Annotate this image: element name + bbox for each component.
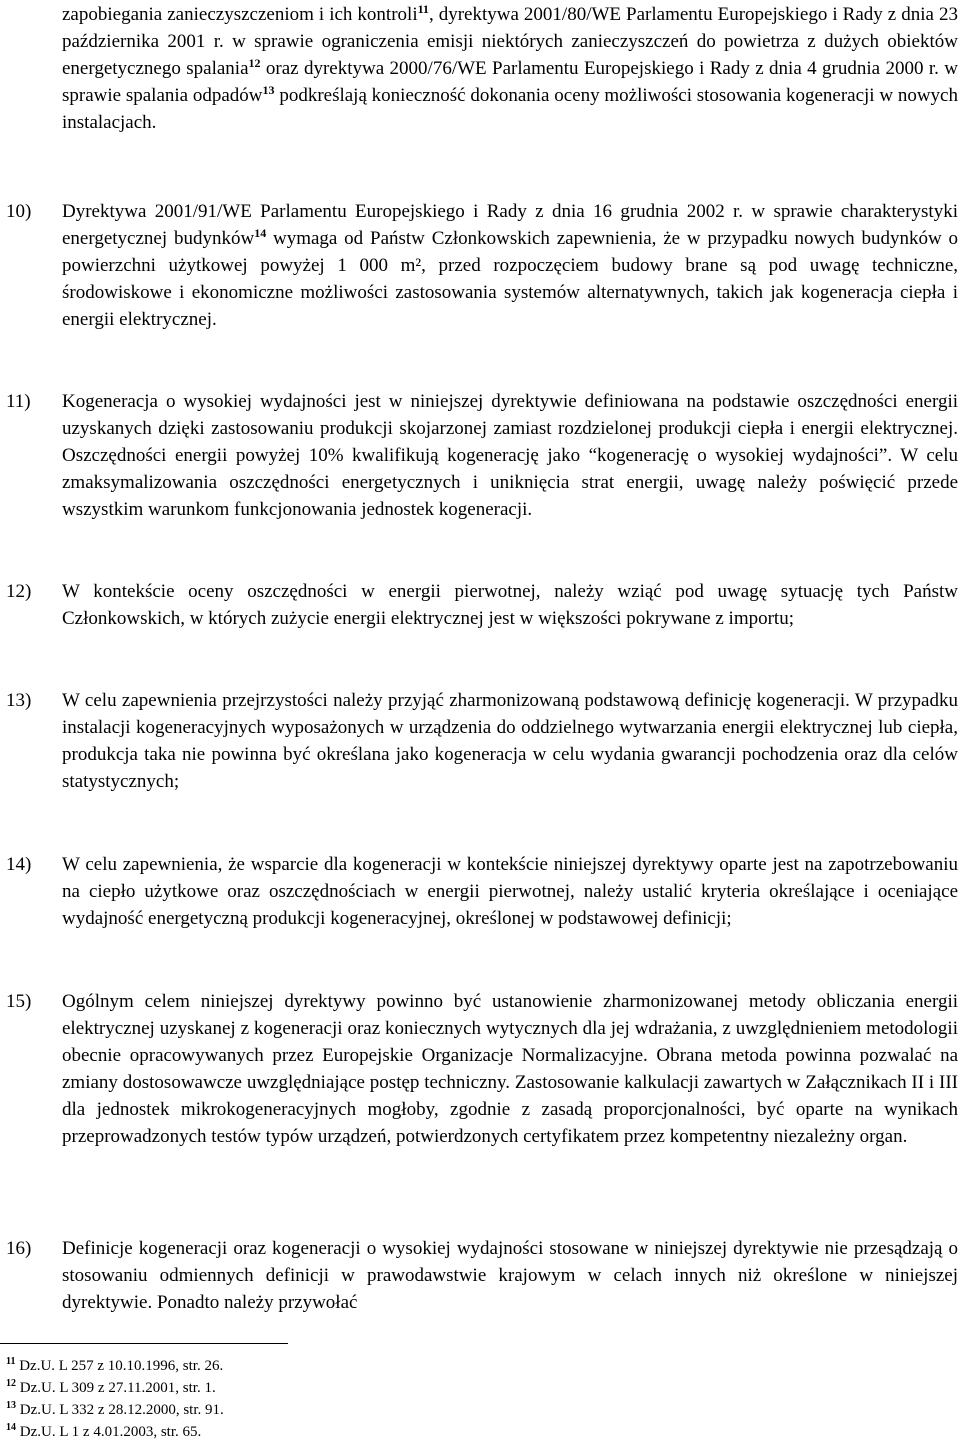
- footnote-ref-13[interactable]: 13: [262, 83, 275, 97]
- intro-text-2: , dyrektywa 2001/80/WE Parlamentu Europejskiego i Rady z dnia 23 października 2001 r. w sprawie ograniczenia emisji niektórych zanieczyszczeń do powietrza z dużych obiektów energetycznego spalania: [62, 4, 958, 79]
- recital-text: Kogeneracja o wysokiej wydajności jest w niniejszej dyrektywie definiowana na podstawie oszczędności energii uzyskanych dzięki zastosowaniu produkcji skojarzonej zamiast rozdzielonej produkcji ciepła i energii elektrycznej. Oszczędności energii powyżej 10% kwalifikują kogenerację jako “kogenerację o wysokiej wydajności”. W celu zmaksymalizowania oszczędności energetycznych i uniknięcia strat energii, uwagę należy poświęcić przede wszystkim warunkom funkcjonowania jednostek kogeneracji.: [62, 391, 958, 520]
- recital-number: 11): [6, 391, 31, 412]
- intro-paragraph: [62, 1, 958, 136]
- footnote-number: 14: [6, 1422, 16, 1433]
- footnote-13: [6, 1399, 506, 1421]
- recital-number: 15): [6, 991, 32, 1012]
- intro-text-4: podkreślają konieczność dokonania oceny możliwości stosowania kogeneracji w nowych instalacjach.: [62, 85, 958, 133]
- recital-number: 10): [6, 201, 32, 222]
- recital-text: Definicje kogeneracji oraz kogeneracji o wysokiej wydajności stosowane w niniejszej dyrektywie nie przesądzają o stosowaniu odmiennych definicji w prawodawstwie krajowym w celach innych niż określone w niniejszej dyrektywie. Ponadto należy przywołać: [62, 1238, 958, 1313]
- recital-number: 14): [6, 854, 32, 875]
- footnote-number: 13: [6, 1400, 16, 1411]
- recital-number: 13): [6, 690, 32, 711]
- footnote-14: [6, 1421, 506, 1443]
- footnote-text: Dz.U. L 309 z 27.11.2001, str. 1.: [19, 1380, 216, 1396]
- footnote-number: 12: [6, 1378, 16, 1389]
- footnote-ref-14[interactable]: 14: [254, 226, 267, 240]
- footnote-number: 11: [6, 1356, 16, 1367]
- recital-text: W celu zapewnienia przejrzystości należy przyjąć zharmonizowaną podstawową definicję kogeneracji. W przypadku instalacji kogeneracyjnych wyposażonych w urządzenia do oddzielnego wytwarzania energii elektrycznej lub ciepła, produkcja taka nie powinna być określana jako kogeneracja w celu wydania gwarancji pochodzenia oraz dla celów statystycznych;: [62, 690, 958, 792]
- recital-number: 16): [6, 1238, 32, 1259]
- footnote-text: Dz.U. L 1 z 4.01.2003, str. 65.: [19, 1424, 202, 1440]
- recital-text: Ogólnym celem niniejszej dyrektywy powinno być ustanowienie zharmonizowanej metody obliczania energii elektrycznej uzyskanej z kogeneracji oraz koniecznych wytycznych dla jej wdrażania, z uwzględnieniem metodologii obecnie opracowywanych przez Europejskie Organizacje Normalizacyjne. Obrana metoda powinna pozwalać na zmiany dostosowawcze uwzględniające postęp techniczny. Zastosowanie kalkulacji zawartych w Załącznikach II i III dla jednostek mikrokogeneracyjnych mogłoby, zgodnie z zasadą proporcjonalności, być oparte na wynikach przeprowadzonych testów typów urządzeń, potwierdzonych certyfikatem przez kompetentny niezależny organ.: [62, 991, 958, 1147]
- footnote-ref-11[interactable]: 11: [417, 2, 429, 16]
- recital-text: [62, 198, 958, 333]
- intro-text-1: zapobiegania zanieczyszczeniom i ich kontroli: [62, 4, 418, 25]
- recital-10-text-1: Dyrektywa 2001/91/WE Parlamentu Europejskiego i Rady z dnia 16 grudnia 2002 r. w sprawie charakterystyki energetycznej budynków: [62, 201, 958, 249]
- footnote-text: Dz.U. L 257 z 10.10.1996, str. 26.: [19, 1358, 224, 1374]
- footnotes: [6, 1355, 506, 1443]
- footnote-ref-12[interactable]: 12: [248, 56, 261, 70]
- footnote-12: [6, 1377, 506, 1399]
- footnote-11: [6, 1355, 506, 1377]
- recital-10-text-2: wymaga od Państw Członkowskich zapewnienia, że w przypadku nowych budynków o powierzchni użytkowej powyżej 1 000 m², przed rozpoczęciem budowy brane są pod uwagę techniczne, środowiskowe i ekonomiczne możliwości zastosowania systemów alternatywnych, takich jak kogeneracja ciepła i energii elektrycznej.: [62, 228, 958, 330]
- intro-text-3: oraz dyrektywa 2000/76/WE Parlamentu Europejskiego i Rady z dnia 4 grudnia 2000 r. w sprawie spalania odpadów: [62, 58, 958, 106]
- recital-text: W celu zapewnienia, że wsparcie dla kogeneracji w kontekście niniejszej dyrektywy oparte jest na zapotrzebowaniu na ciepło użytkowe oraz oszczędnościach w energii pierwotnej, należy ustalić kryteria określające i oceniające wydajność energetyczną produkcji kogeneracyjnej, określonej w podstawowej definicji;: [62, 854, 958, 929]
- footnote-text: Dz.U. L 332 z 28.12.2000, str. 91.: [19, 1402, 224, 1418]
- recital-number: 12): [6, 581, 32, 602]
- recital-text: W kontekście oceny oszczędności w energii pierwotnej, należy wziąć pod uwagę sytuację tych Państw Członkowskich, w których zużycie energii elektrycznej jest w większości pokrywane z importu;: [62, 581, 958, 629]
- footnote-separator: [0, 1343, 288, 1344]
